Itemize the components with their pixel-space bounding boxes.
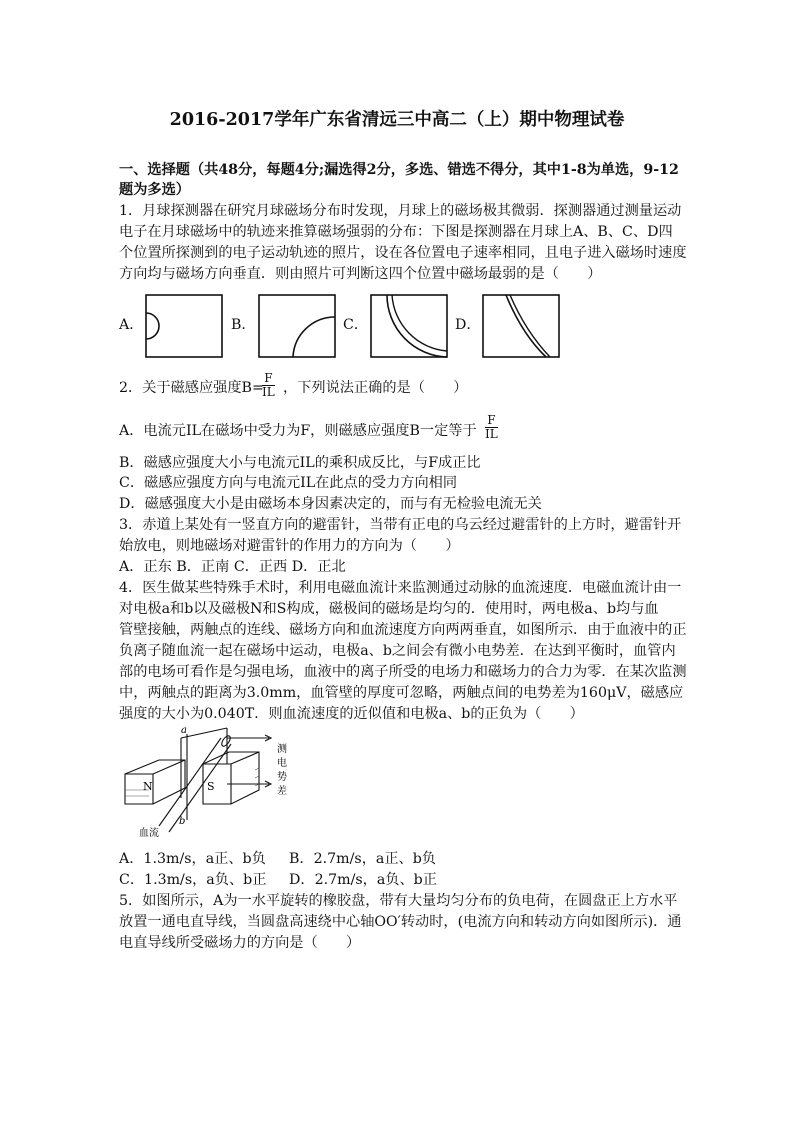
q4-option-d: D．2.7m/s，a负、b正 <box>289 872 437 888</box>
q4-line2: 对电极a和b以及磁极N和S构成，磁极间的磁场是均匀的．使用时，两电极a、b均与血 <box>119 601 659 617</box>
figure-label-blood-flow: 血流 <box>139 828 159 839</box>
figure-label-measure-1: 测 <box>277 744 287 755</box>
q1-line3: 个位置所探测到的电子运动轨迹的照片，设在各位置电子速率相同，且电子进入磁场时速度 <box>119 245 687 261</box>
figure-label-n: N <box>143 780 153 793</box>
section-heading-line1: 一、选择题（共48分，每题4分;漏选得2分，多选、错选不得分，其中1-8为单选，9-12 <box>119 162 679 178</box>
q3-line2: 始放电，则地磁场对避雷针的作用力的方向为（ ） <box>119 538 460 554</box>
q1-figure-a <box>145 294 223 358</box>
figure-label-measure-3: 势 <box>277 772 287 783</box>
q1-option-d-label: D． <box>455 317 481 333</box>
q2-option-a-denominator: IL <box>485 427 498 441</box>
q1-line1: 1．月球探测器在研究月球磁场分布时发现，月球上的磁场极其微弱．探测器通过测量运动 <box>119 203 682 219</box>
q1-line4: 方向均与磁场方向垂直．则由照片可判断这四个位置中磁场最弱的是（ ） <box>119 266 602 282</box>
figure-label-a: a <box>181 725 187 736</box>
q3-line1: 3．赤道上某处有一竖直方向的避雷针，当带有正电的乌云经过避雷针的上方时，避雷针开 <box>119 517 682 533</box>
q3-options: A．正东 B．正南 C．正西 D．正北 <box>119 559 346 575</box>
q1-line2: 电子在月球磁场中的轨迹来推算磁场强弱的分布：下图是探测器在月球上A、B、C、D四 <box>119 224 673 240</box>
q2-option-c: C．磁感应强度方向与电流元IL在此点的受力方向相同 <box>119 475 458 491</box>
q2-option-a: A．电流元IL在磁场中受力为F，则磁感应强度B一定等于 <box>119 423 477 439</box>
section-heading-line2: 题为多选） <box>119 182 190 198</box>
q4-option-a: A．1.3m/s，a正、b负 <box>119 851 266 867</box>
q2-formula-fraction <box>262 372 275 399</box>
q1-option-a-label: A． <box>119 317 144 333</box>
q2-fraction-numerator: F <box>262 372 275 386</box>
q1-figure-b <box>258 294 336 358</box>
q2-fraction-denominator: IL <box>262 385 275 399</box>
q4-option-c: C．1.3m/s，a负、b正 <box>119 872 267 888</box>
blood-flow-meter-figure <box>119 724 309 840</box>
q4-line3: 管壁接触，两触点的连线、磁场方向和血流速度方向两两垂直，如图所示．由于血液中的正 <box>119 622 687 638</box>
q4-line1: 4．医生做某些特殊手术时，利用电磁血流计来监测通过动脉的血流速度．电磁血流计由一 <box>119 580 682 596</box>
q5-line3: 电直导线所受磁场力的方向是（ ） <box>119 935 361 951</box>
q2-option-b: B．磁感应强度大小与电流元IL的乘积成反比，与F成正比 <box>119 455 481 471</box>
q2-stem-prefix: 2．关于磁感应强度B= <box>119 380 264 396</box>
q5-line2: 放置一通电直导线，当圆盘高速绕中心轴OO′转动时，(电流方向和转动方向如图所示)．通 <box>119 914 682 930</box>
figure-label-measure-2: 电 <box>277 758 287 769</box>
q2-option-a-fraction <box>485 414 498 441</box>
q1-option-b-label: B． <box>231 317 256 333</box>
q4-line4: 负离子随血流一起在磁场中运动，电极a、b之间会有微小电势差．在达到平衡时，血管内 <box>119 643 676 659</box>
q5-line1: 5．如图所示，A为一水平旋转的橡胶盘，带有大量均匀分布的负电荷，在圆盘正上方水平 <box>119 893 678 909</box>
page-title: 2016-2017学年广东省清远三中高二（上）期中物理试卷 <box>169 110 625 130</box>
figure-label-measure-4: 差 <box>277 786 287 797</box>
q4-line6: 中，两触点的距离为3.0mm，血管壁的厚度可忽略，两触点间的电势差为160μV，磁感应 <box>119 685 684 701</box>
q4-line7: 强度的大小为0.040T．则血流速度的近似值和电极a、b的正负为（ ） <box>119 706 584 722</box>
q1-figure-c <box>370 294 448 358</box>
figure-label-b: b <box>179 816 186 827</box>
q2-stem-suffix: ，下列说法正确的是（ ） <box>283 380 468 396</box>
figure-label-s: S <box>207 780 215 793</box>
q2-option-d: D．磁感强度大小是由磁场本身因素决定的，而与有无检验电流无关 <box>119 496 542 512</box>
q1-figure-d <box>482 294 560 358</box>
q2-option-a-numerator: F <box>485 414 498 428</box>
q4-option-b: B．2.7m/s，a正、b负 <box>289 851 436 867</box>
q4-line5: 部的电场可看作是匀强电场，血液中的离子所受的电场力和磁场力的合力为零．在某次监测 <box>119 664 687 680</box>
q1-option-c-label: C． <box>343 317 369 333</box>
